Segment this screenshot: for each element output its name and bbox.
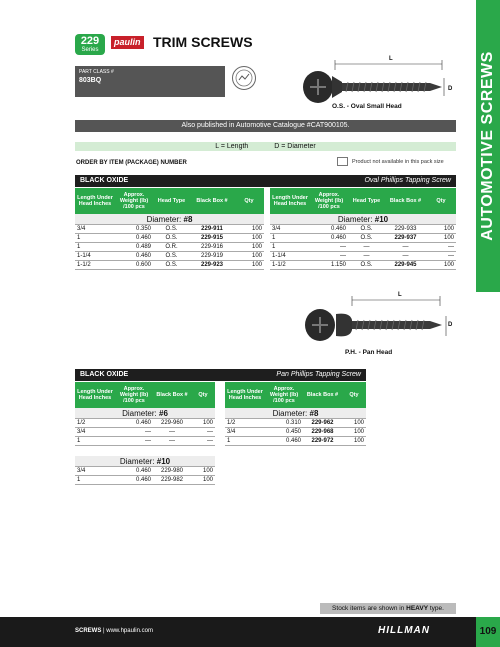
cell-head: O.S.	[360, 235, 373, 241]
cell-qty: —	[207, 429, 213, 435]
cell-len: 1-1/4	[77, 253, 91, 259]
table-header	[225, 382, 366, 408]
cell-wt: 0.460	[330, 226, 346, 232]
pan-head-screw-image	[296, 290, 466, 348]
cell-qty: 100	[353, 429, 364, 435]
cell-wt: 0.460	[135, 468, 151, 474]
column-header: Length Under Head Inches	[77, 389, 113, 401]
column-header: Length Under Head Inches	[227, 389, 263, 401]
stock-note-emphasis: HEAVY	[406, 605, 429, 612]
publication-note: Also published in Automotive Catalogue #CAT900105.	[75, 120, 456, 132]
cell-wt: 0.460	[135, 477, 151, 483]
cell-qty: 100	[202, 420, 213, 426]
cell-qty: 100	[251, 262, 262, 268]
page-footer	[0, 617, 476, 647]
legend-length: L = Length	[215, 143, 249, 150]
oval-length-label: L	[389, 56, 393, 62]
table-header	[75, 188, 264, 214]
page-title: TRIM SCREWS	[153, 34, 253, 50]
footer-text	[75, 627, 153, 635]
stock-note-suffix: type.	[429, 605, 444, 612]
cell-head: O.S.	[360, 226, 373, 232]
column-header: Head Type	[352, 198, 381, 204]
cell-qty: —	[448, 244, 454, 250]
not-available-note: Product not available in this pack size	[352, 159, 444, 165]
table-row	[225, 419, 366, 428]
cell-qty: 100	[251, 235, 262, 241]
cell-len: 1	[77, 235, 81, 241]
cell-wt: 0.460	[330, 235, 346, 241]
pan-length-label: L	[398, 292, 402, 298]
diameter-value: #10	[374, 215, 389, 224]
pan-section-finish: BLACK OXIDE	[80, 371, 129, 378]
pan-diameter-10-table	[75, 456, 215, 485]
cell-wt: —	[340, 253, 346, 259]
table-row	[270, 243, 456, 252]
column-header: Qty	[198, 392, 208, 398]
cell-qty: 100	[353, 420, 364, 426]
cell-box: 229-919	[200, 253, 224, 259]
part-class-value: 803BQ	[79, 77, 102, 84]
cell-qty: 100	[251, 244, 262, 250]
table-row	[75, 419, 215, 428]
oval-diameter-10-table	[270, 188, 456, 270]
part-class-label: PART CLASS #	[79, 69, 114, 75]
cell-box: 229-911	[201, 226, 223, 232]
stock-note	[320, 603, 456, 614]
oval-section-type: Oval Phillips Tapping Screw	[364, 177, 451, 184]
column-header: Black Box #	[306, 392, 339, 398]
cell-box: —	[402, 253, 409, 259]
column-header: Approx. Weight (lb) /100 pcs	[119, 386, 149, 404]
cell-wt: 0.450	[285, 429, 301, 435]
cell-qty: 100	[202, 477, 213, 483]
pan-diameter-6-table	[75, 382, 215, 446]
column-header: Black Box #	[389, 198, 422, 204]
diameter-value: #8	[309, 409, 319, 418]
cell-qty: —	[448, 253, 454, 259]
footer-separator: |	[103, 628, 105, 634]
table-row	[75, 252, 264, 261]
cell-qty: 100	[443, 235, 454, 241]
part-class-box	[75, 66, 225, 97]
column-header: Head Type	[157, 198, 186, 204]
cell-qty: 100	[443, 226, 454, 232]
table-header	[270, 188, 456, 214]
column-header: Qty	[244, 198, 254, 204]
cell-qty: 100	[353, 438, 364, 444]
table-row	[270, 225, 456, 234]
table-row	[75, 467, 215, 476]
diameter-label: Diameter:	[146, 215, 184, 224]
cell-wt: 0.600	[135, 262, 151, 268]
dimension-legend	[75, 142, 456, 151]
table-row	[75, 476, 215, 485]
cell-head: —	[363, 244, 370, 250]
brand-logo: paulin	[111, 36, 144, 49]
diameter-value: #8	[183, 215, 193, 224]
series-label: Series	[81, 47, 99, 53]
diameter-label: Diameter:	[337, 215, 375, 224]
cell-len: 1-1/2	[272, 262, 286, 268]
cell-box: —	[402, 244, 409, 250]
stock-note-prefix: Stock items are shown in	[332, 605, 405, 612]
diameter-row	[225, 408, 366, 419]
cell-qty: —	[207, 438, 213, 444]
cell-len: 3/4	[77, 468, 86, 474]
certification-seal-icon	[232, 66, 256, 90]
column-header: Qty	[436, 198, 446, 204]
cell-box: 229-960	[160, 420, 184, 426]
cell-qty: 100	[202, 468, 213, 474]
cell-len: 1-1/2	[77, 262, 91, 268]
pan-section-type: Pan Phillips Tapping Screw	[276, 371, 361, 378]
diameter-row	[75, 408, 215, 419]
cell-head: O.S.	[360, 262, 373, 268]
cell-wt: 0.460	[135, 420, 151, 426]
pan-section-header	[75, 369, 366, 381]
column-header: Approx. Weight (lb) /100 pcs	[314, 192, 344, 210]
pan-diameter-label: D	[448, 322, 453, 328]
column-header: Black Box #	[156, 392, 188, 398]
page-number: 109	[476, 617, 500, 647]
diameter-label: Diameter:	[272, 409, 310, 418]
diameter-value: #6	[159, 409, 168, 418]
cell-len: 1	[272, 235, 276, 241]
table-row	[75, 234, 264, 243]
footer-section: SCREWS	[75, 628, 102, 634]
series-number: 229	[80, 35, 100, 47]
cell-wt: 1.150	[330, 262, 346, 268]
oval-diameter-8-table	[75, 188, 264, 270]
cell-head: O.R.	[165, 244, 178, 250]
table-row	[75, 437, 215, 446]
oval-head-caption: O.S. - Oval Small Head	[332, 103, 402, 110]
cell-wt: 0.489	[135, 244, 151, 250]
cell-wt: 0.460	[285, 438, 301, 444]
side-category-tab	[476, 0, 500, 292]
cell-box: 229-915	[200, 235, 224, 241]
column-header: Length Under Head Inches	[272, 195, 308, 207]
cell-len: 1	[77, 477, 81, 483]
cell-len: 1-1/4	[272, 253, 286, 259]
cell-len: 3/4	[272, 226, 281, 232]
diameter-label: Diameter:	[122, 409, 159, 418]
order-note: ORDER BY ITEM (PACKAGE) NUMBER	[76, 160, 187, 166]
pan-head-caption: P.H. - Pan Head	[345, 349, 393, 356]
cell-head: O.S.	[165, 235, 178, 241]
cell-qty: 100	[251, 226, 262, 232]
cell-len: 3/4	[77, 226, 86, 232]
oval-diameter-label: D	[448, 86, 453, 92]
table-row	[75, 243, 264, 252]
cell-box: 229-916	[200, 244, 224, 250]
table-row	[75, 225, 264, 234]
cell-box: 229-982	[160, 477, 184, 483]
cell-head: —	[363, 253, 370, 259]
cell-len: 1	[227, 438, 231, 444]
cell-box: 229-933	[394, 226, 417, 232]
cell-box: 229-923	[200, 262, 224, 268]
table-row	[225, 428, 366, 437]
diameter-row	[270, 214, 456, 225]
cell-len: 3/4	[77, 429, 86, 435]
pan-diameter-8-table	[225, 382, 366, 446]
cell-head: O.S.	[165, 253, 178, 259]
table-row	[75, 261, 264, 270]
not-available-swatch	[337, 157, 348, 166]
cell-wt: 0.310	[285, 420, 301, 426]
cell-wt: 0.460	[135, 253, 151, 259]
cell-qty: 100	[443, 262, 454, 268]
side-category-label: AUTOMOTIVE SCREWS	[479, 51, 496, 241]
cell-box: —	[169, 438, 175, 444]
footer-url: www.hpaulin.com	[106, 628, 153, 634]
cell-box: 229-980	[160, 468, 184, 474]
cell-len: 1	[272, 244, 276, 250]
cell-box: 229-937	[394, 235, 417, 241]
hillman-logo: HILLMAN	[378, 625, 430, 636]
cell-wt: 0.460	[135, 235, 151, 241]
cell-qty: 100	[251, 253, 262, 259]
oval-section-header	[75, 175, 456, 187]
cell-wt: —	[340, 244, 346, 250]
diameter-value: #10	[156, 457, 171, 466]
cell-wt: 0.350	[135, 226, 151, 232]
diameter-label: Diameter:	[119, 457, 157, 466]
legend-diameter: D = Diameter	[274, 143, 316, 150]
cell-len: 3/4	[227, 429, 236, 435]
cell-len: 1/2	[77, 420, 86, 426]
cell-box: 229-945	[394, 262, 417, 268]
table-header	[75, 382, 215, 408]
table-row	[270, 252, 456, 261]
cell-len: 1	[77, 438, 81, 444]
column-header: Black Box #	[196, 198, 228, 204]
column-header: Length Under Head Inches	[77, 195, 113, 207]
table-row	[75, 428, 215, 437]
cell-head: O.S.	[165, 226, 178, 232]
column-header: Qty	[349, 392, 359, 398]
table-row	[225, 437, 366, 446]
cell-len: 1	[77, 244, 81, 250]
cell-wt: —	[145, 438, 151, 444]
cell-head: O.S.	[165, 262, 178, 268]
cell-wt: —	[145, 429, 151, 435]
table-row	[270, 261, 456, 270]
table-row	[270, 234, 456, 243]
column-header: Approx. Weight (lb) /100 pcs	[119, 192, 149, 210]
diameter-row	[75, 214, 264, 225]
cell-box: 229-972	[311, 438, 334, 444]
cell-box: —	[169, 429, 175, 435]
cell-len: 1/2	[227, 420, 236, 426]
column-header: Approx. Weight (lb) /100 pcs	[269, 386, 299, 404]
series-badge	[75, 34, 105, 55]
cell-box: 229-962	[311, 420, 334, 426]
cell-box: 229-968	[311, 429, 334, 435]
oval-section-finish: BLACK OXIDE	[80, 177, 129, 184]
diameter-row	[75, 456, 215, 467]
